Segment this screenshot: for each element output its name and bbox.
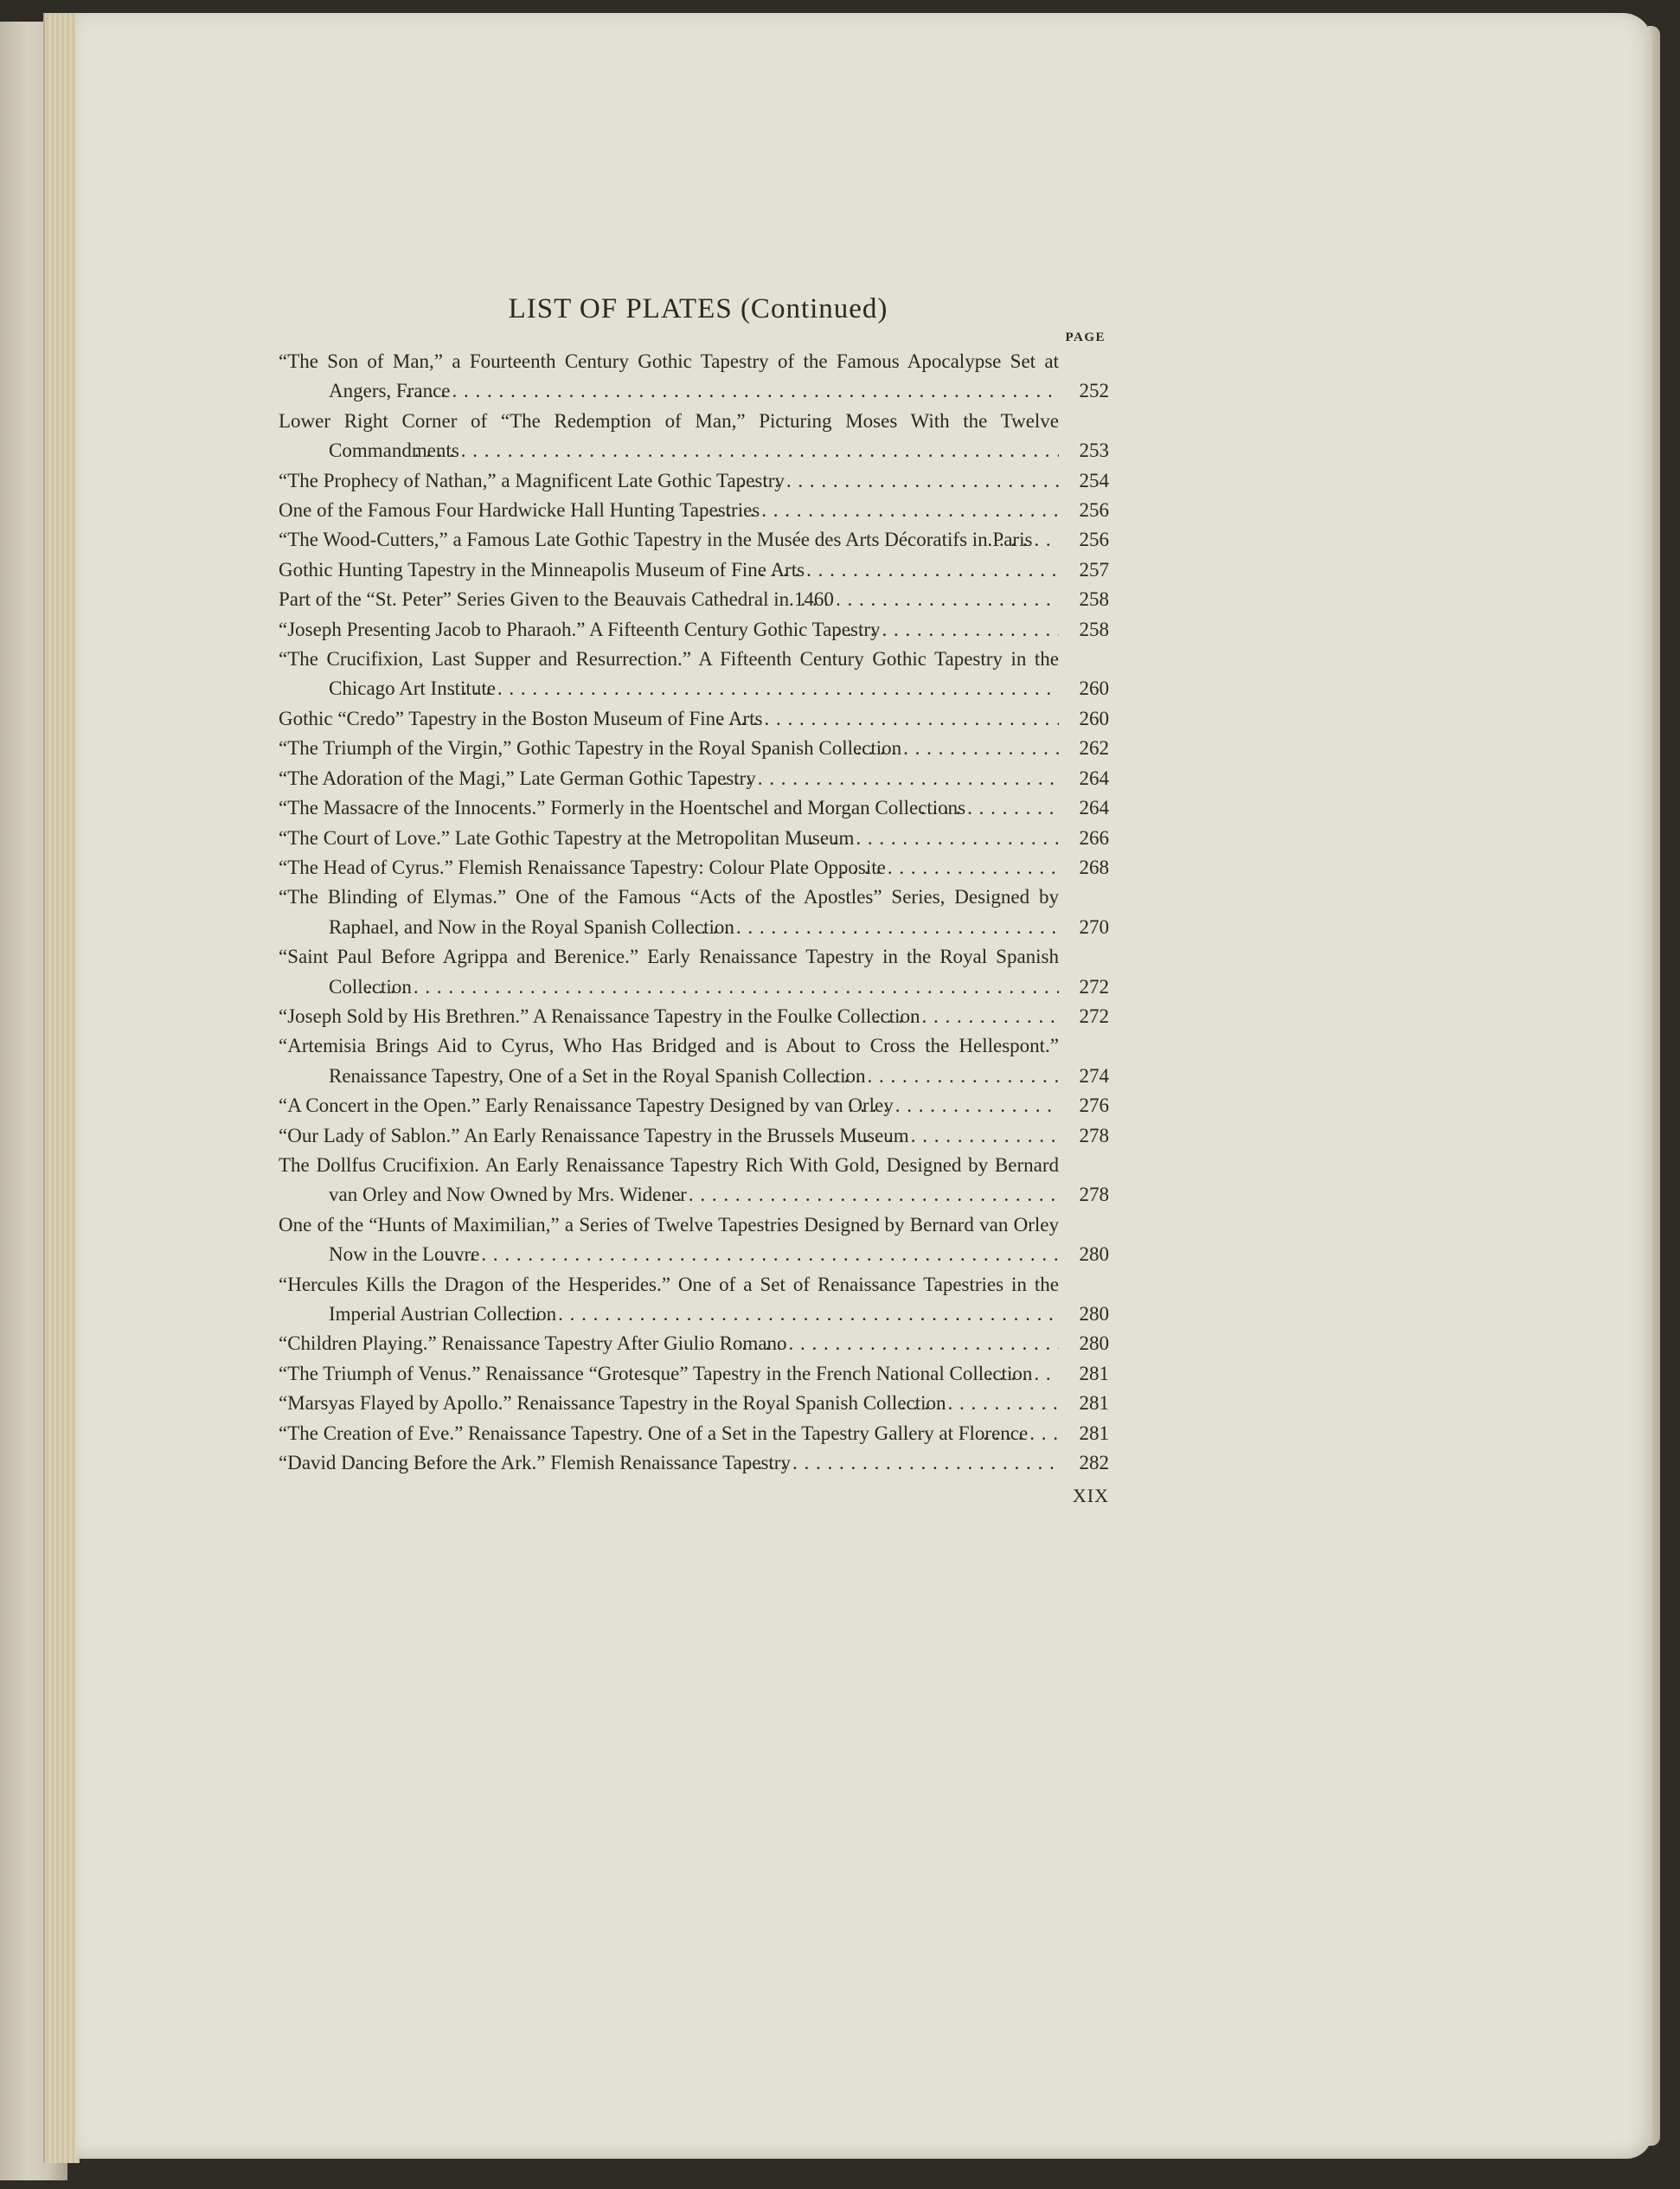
plate-entry-page-number: 258 bbox=[1079, 588, 1109, 611]
plate-entry-page-number: 278 bbox=[1079, 1124, 1109, 1146]
plate-entry-page-number: 258 bbox=[1079, 618, 1109, 640]
plate-entry-page-number: 270 bbox=[1079, 915, 1109, 938]
plate-entry-title: “Joseph Presenting Jacob to Pharaoh.” A Fifteenth Century Gothic Tapestry . . . bbox=[279, 615, 1059, 645]
plate-entry bbox=[279, 1419, 1109, 1448]
plate-entry-title: “Saint Paul Before Agrippa and Berenice.” Early Renaissance Tapestry in the Royal Spanish Collection . . . bbox=[279, 942, 1059, 1002]
plate-entry-page-number: 252 bbox=[1079, 380, 1109, 402]
plate-entry bbox=[279, 585, 1109, 614]
plate-entry-page-number: 254 bbox=[1079, 469, 1109, 491]
plate-entry-title: “The Court of Love.” Late Gothic Tapestry at the Metropolitan Museum . . . bbox=[279, 824, 1059, 853]
plate-entry-page-number: 266 bbox=[1079, 826, 1109, 849]
plate-entry bbox=[279, 407, 1109, 466]
plate-entry-title: Gothic “Credo” Tapestry in the Boston Museum of Fine Arts . . . bbox=[279, 704, 1059, 734]
plate-entry bbox=[279, 555, 1109, 585]
page-column-label: PAGE bbox=[1065, 331, 1106, 344]
plate-entry-title: “The Adoration of the Magi,” Late German Gothic Tapestry . . . bbox=[279, 764, 1059, 793]
plate-entry bbox=[279, 645, 1109, 704]
plate-entry-title: The Dollfus Crucifixion. An Early Renaissance Tapestry Rich With Gold, Designed by Bernard van Orley and Now Owned by Mrs. Widener . . . bbox=[279, 1151, 1059, 1210]
plate-entry-page-number: 253 bbox=[1079, 440, 1109, 462]
plate-entry-title: Part of the “St. Peter” Series Given to the Beauvais Cathedral in 1460 . . . bbox=[279, 585, 1059, 614]
plate-entry-title: Lower Right Corner of “The Redemption of Man,” Picturing Moses With the Twelve Commandments . . . bbox=[279, 407, 1059, 466]
plate-entry-page-number: 262 bbox=[1079, 737, 1109, 760]
plate-entry-title: “The Wood-Cutters,” a Famous Late Gothic Tapestry in the Musée des Arts Décoratifs in Paris . . . bbox=[279, 525, 1059, 555]
plate-entry bbox=[279, 1270, 1109, 1330]
plate-entry-title: One of the “Hunts of Maximilian,” a Series of Twelve Tapestries Designed by Bernard van Orley Now in the Louvre . . . bbox=[279, 1210, 1059, 1270]
plate-entry bbox=[279, 1210, 1109, 1270]
plate-entry bbox=[279, 734, 1109, 763]
plate-entry bbox=[279, 525, 1109, 555]
plate-entry-page-number: 282 bbox=[1079, 1452, 1109, 1474]
plate-entry-page-number: 274 bbox=[1079, 1064, 1109, 1087]
plate-entry-page-number: 264 bbox=[1079, 797, 1109, 819]
plate-entry-title: “Artemisia Brings Aid to Cyrus, Who Has Bridged and is About to Cross the Hellespont.” Renaissance Tapestry, One of a Set in the Royal Spanish Collection . . . bbox=[279, 1031, 1059, 1091]
plate-entry bbox=[279, 1389, 1109, 1418]
plate-entry-title: “The Crucifixion, Last Supper and Resurrection.” A Fifteenth Century Gothic Tapestry in the Chicago Art Institute . . . bbox=[279, 645, 1059, 704]
plate-entry-page-number: 260 bbox=[1079, 677, 1109, 700]
plate-entry bbox=[279, 1359, 1109, 1389]
plate-entry bbox=[279, 824, 1109, 853]
plate-entry-page-number: 256 bbox=[1079, 499, 1109, 522]
plate-entry-title: “The Blinding of Elymas.” One of the Famous “Acts of the Apostles” Series, Designed by Raphael, and Now in the Royal Spanish Collection . . . bbox=[279, 883, 1059, 942]
page-title bbox=[279, 290, 1109, 328]
plate-entry bbox=[279, 1329, 1109, 1358]
plate-entry-title: “The Creation of Eve.” Renaissance Tapestry. One of a Set in the Tapestry Gallery at Florence . . . bbox=[279, 1419, 1059, 1448]
plate-entry bbox=[279, 704, 1109, 734]
plate-entry-title: “The Triumph of the Virgin,” Gothic Tapestry in the Royal Spanish Collection . . . bbox=[279, 734, 1059, 763]
plate-entry bbox=[279, 942, 1109, 1002]
plates-list bbox=[279, 290, 1109, 1507]
plate-entry-page-number: 256 bbox=[1079, 529, 1109, 551]
plate-entry-page-number: 257 bbox=[1079, 558, 1109, 581]
plate-entry-page-number: 272 bbox=[1079, 1005, 1109, 1027]
plate-entry bbox=[279, 1091, 1109, 1120]
plate-entry-title: “The Son of Man,” a Fourteenth Century Gothic Tapestry of the Famous Apocalypse Set at Angers, France . . . bbox=[279, 347, 1059, 407]
plate-entry bbox=[279, 853, 1109, 883]
plate-entry-page-number: 280 bbox=[1079, 1303, 1109, 1325]
plate-entry-page-number: 268 bbox=[1079, 856, 1109, 878]
plate-entry bbox=[279, 1121, 1109, 1151]
plate-entry-title: “Children Playing.” Renaissance Tapestry After Giulio Romano . . . bbox=[279, 1329, 1059, 1358]
plate-entry-page-number: 260 bbox=[1079, 707, 1109, 729]
plate-entry bbox=[279, 496, 1109, 525]
book-gutter bbox=[43, 13, 80, 2163]
plate-entry bbox=[279, 764, 1109, 793]
plate-entry-page-number: 264 bbox=[1079, 767, 1109, 789]
plate-entry-page-number: 278 bbox=[1079, 1184, 1109, 1206]
plate-entry-page-number: 280 bbox=[1079, 1243, 1109, 1266]
plate-entry-title: “The Prophecy of Nathan,” a Magnificent Late Gothic Tapestry . . . bbox=[279, 466, 1059, 496]
plate-entry bbox=[279, 1151, 1109, 1210]
plate-entry bbox=[279, 1002, 1109, 1031]
plate-entry bbox=[279, 466, 1109, 496]
title-continued: (Continued) bbox=[740, 293, 888, 324]
plate-entry-title: “Joseph Sold by His Brethren.” A Renaissance Tapestry in the Foulke Collection . . . bbox=[279, 1002, 1059, 1031]
plate-entry-title: “The Head of Cyrus.” Flemish Renaissance Tapestry: Colour Plate Opposite . . . bbox=[279, 853, 1059, 883]
plate-entry-page-number: 276 bbox=[1079, 1094, 1109, 1117]
plate-entry-title: “David Dancing Before the Ark.” Flemish Renaissance Tapestry . . . bbox=[279, 1448, 1059, 1478]
plate-entry-title: “A Concert in the Open.” Early Renaissance Tapestry Designed by van Orley . . . bbox=[279, 1091, 1059, 1120]
plate-entry bbox=[279, 1031, 1109, 1091]
plate-entry-title: “The Massacre of the Innocents.” Formerly in the Hoentschel and Morgan Collections . . . bbox=[279, 793, 1059, 823]
plate-entry bbox=[279, 1448, 1109, 1478]
title-text: LIST OF PLATES bbox=[508, 293, 733, 324]
folio-number: XIX bbox=[1072, 1485, 1109, 1507]
plate-entry-title: “Our Lady of Sablon.” An Early Renaissance Tapestry in the Brussels Museum . . . bbox=[279, 1121, 1059, 1151]
plate-entry-title: “Hercules Kills the Dragon of the Hesperides.” One of a Set of Renaissance Tapestries in the Imperial Austrian Collection . . . bbox=[279, 1270, 1059, 1330]
plate-entry bbox=[279, 615, 1109, 645]
plate-entry-title: One of the Famous Four Hardwicke Hall Hunting Tapestries . . . bbox=[279, 496, 1059, 525]
plate-entry bbox=[279, 883, 1109, 942]
plate-entry-page-number: 281 bbox=[1079, 1392, 1109, 1415]
plate-entry-title: Gothic Hunting Tapestry in the Minneapolis Museum of Fine Arts . . . bbox=[279, 555, 1059, 585]
plate-entry-title: “The Triumph of Venus.” Renaissance “Grotesque” Tapestry in the French National Collection . . . bbox=[279, 1359, 1059, 1389]
plate-entries bbox=[279, 347, 1109, 1478]
plate-entry-page-number: 272 bbox=[1079, 975, 1109, 998]
plate-entry-page-number: 281 bbox=[1079, 1422, 1109, 1444]
plate-entry bbox=[279, 347, 1109, 407]
plate-entry-page-number: 280 bbox=[1079, 1332, 1109, 1355]
plate-entry-title: “Marsyas Flayed by Apollo.” Renaissance Tapestry in the Royal Spanish Collection . . . bbox=[279, 1389, 1059, 1418]
plate-entry-page-number: 281 bbox=[1079, 1362, 1109, 1384]
plate-entry bbox=[279, 793, 1109, 823]
